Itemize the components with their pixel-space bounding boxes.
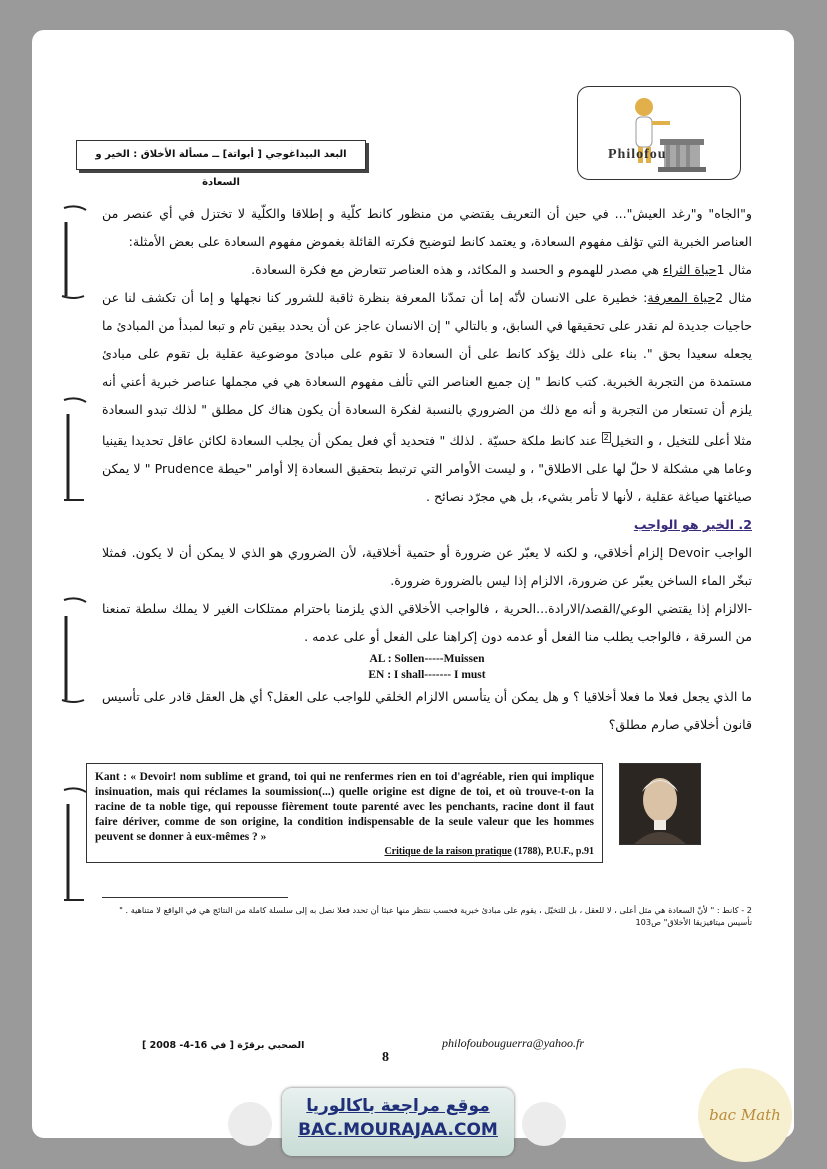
- body-text: [102, 200, 752, 739]
- example-1: [102, 256, 752, 284]
- footnote-rule: [102, 897, 288, 898]
- footnote-marker[interactable]: 2: [603, 433, 609, 442]
- bac-math-watermark: bac Math: [698, 1068, 792, 1162]
- question-paragraph: ما الذي يجعل فعلا ما فعلا أخلاقيا ؟ و هل يمكن أن يتأسس الالزام الخلقي للواجب على العقل؟ أي هل العقل قادر على تأسيس قانون أخلاقي صارم مطلق؟: [102, 689, 752, 733]
- kant-portrait: [619, 763, 701, 845]
- kant-quote-text: Kant : « Devoir! nom sublime et grand, toi qui ne renfermes rien en toi d'agréable, rien qui implique insinuation, mais qui réclames la soumission(...) quelle origine est digne de toi, et où trouve-t-on la racine de ta noble tige, qui repousse fièrement toute parenté avec les penchants, racine dont il faut faire dériver, comme de son origine, la condition indispensable de la seule valeur que les hommes peuvent se donner à eux-mêmes ? »: [95, 771, 594, 843]
- example-1-text: هي مصدر للهموم و الحسد و المكائد، و هذه العناصر تتعارض مع فكرة السعادة.: [251, 262, 663, 277]
- decorative-margin-strokes: [58, 200, 88, 920]
- philofou-logo: [577, 86, 741, 180]
- banner-left-logo-icon: [228, 1102, 272, 1146]
- banner-right-logo-icon: [522, 1102, 566, 1146]
- english-terms: EN : I shall------- I must: [368, 669, 486, 682]
- site-banner[interactable]: [282, 1088, 514, 1156]
- document-page: [32, 30, 794, 1138]
- paragraph-1: و"الجاه" و"رغد العيش"... في حين أن التعريف يقتضي من منظور كانط كلّية و إطلاقا والكلّية لا تختزل في أي عنصر من العناصر الخبرية التي تؤلف مفهوم السعادة، و يعتمد كانط لتوضيح فكرته القائلة بغموض مفهوم السعادة على بعض الأمثلة:: [102, 206, 752, 249]
- example-2-continued: عند كانط ملكة حسيّة . لذلك " فتحديد أي فعل يمكن أن يجلب السعادة لكائن عاقل تحديدا يقينيا وعاما هي مشكلة لا حلّ لها على الاطلاق" ، و ليست الأوامر التي ترتبط بتحقيق السعادة إلا أوامر "حيطة Prudence " لا يمكن صياغتها صياغة عقلية ، لأنها لا تأمر بشيء، بل هي مجرّد نصائح .: [102, 433, 753, 505]
- german-terms: AL : Sollen-----Muissen: [369, 653, 485, 666]
- example-2: [102, 284, 752, 511]
- page-number: 8: [382, 1050, 389, 1065]
- example-1-label: مثال 1: [716, 262, 752, 277]
- kant-quote-box: [86, 763, 603, 863]
- citation-title: Critique de la raison pratique: [384, 846, 512, 857]
- logo-text: Philofou: [608, 147, 667, 162]
- philosopher-statue-icon: [578, 87, 740, 179]
- banner-arabic[interactable]: موقع مراجعة باكالوريا: [306, 1096, 490, 1116]
- footer-email[interactable]: philofoubouguerra@yahoo.fr: [442, 1036, 585, 1050]
- banner-latin[interactable]: BAC.MOURAJAA.COM: [298, 1120, 498, 1140]
- section-title: 2. الخير هو الواجب: [633, 517, 752, 533]
- paragraph-duty: الواجب Devoir إلزام أخلاقي، و لكنه لا يعبّر عن ضرورة أو حتمية أخلاقية، لأن الضروري هو الذي لا يمكن أن لا يكون. فمثلا تبخّر الماء الساخن يعبّر عن ضرورة، الالزام إذا ليس بالضرورة ضرورة.: [102, 545, 753, 589]
- paragraph-obligation: -الالزام إذا يقتضي الوعي/القصد/الارادة...الحرية ، فالواجب الأخلاقي الذي يلزمنا باحترام ممتلكات الغير لا يملك سلطة تمنعنا من السرقة ، فالواجب يطلب منا الفعل أو عدمه دون إكراهنا على الفعل أو على عدمه .: [102, 601, 752, 645]
- quote-citation: [95, 845, 594, 859]
- example-2-term: حياة المعرفة: [647, 290, 716, 305]
- citation-details: (1788), P.U.F., p.91: [511, 846, 594, 857]
- example-2-text: : خطيرة على الانسان لأنّه إما أن تمدّنا المعرفة بنظرة ثاقبة للشرور كنا نجهلها و إما أن تكشف لنا عن حاجيات جديدة لم نقدر على تحقيقها في السابق، و بالتالي " إن الانسان عاجز عن أن يحدد بيقين تام و تبعا لمبدأ من المبادئ ما يجعله سعيدا بحق ". بناء على ذلك يؤكد كانط على أن السعادة لا تقوم على مبادئ موضوعية عقلية بل تقوم على مبادئ مستمدة من التجربة الخبرية. كتب كانط " إن جميع العناصر التي تألف مفهوم السعادة هي في مجملها عناصر خبرية أعني أنه يلزم أن تستعار من التجربة و أنه مع ذلك من الضروري بالنسبة لفكرة السعادة أن يكون هناك كل مطلق " لذلك تبدو السعادة مثلا أعلى للتخيل ، و التخيل: [102, 290, 752, 449]
- footer-author: الصحبي برقرّة [ في 16-4- 2008 ]: [142, 1040, 305, 1051]
- example-1-term: حياة الثراء: [662, 262, 717, 277]
- kant-portrait-icon: [620, 764, 700, 844]
- footnote: 2 - كانط : " لأنّ السعادة هي مثل أعلى ، لا للعقل ، بل للتخيّل ، يقوم على مبادئ خبرية فحسب ننتظر منها عبثا أن تحدد فعلا نصل به إلى سلسلة كاملة من النتائج هي في الواقع لا متناهية . " تأسيس ميتافيزيقا الأخلاق" ص103: [119, 905, 752, 927]
- example-2-label: مثال 2: [715, 290, 752, 305]
- header-title: البعد البيداغوجي [ أبواتة] ــ مسألة الأخلاق : الخير و السعادة: [76, 140, 366, 170]
